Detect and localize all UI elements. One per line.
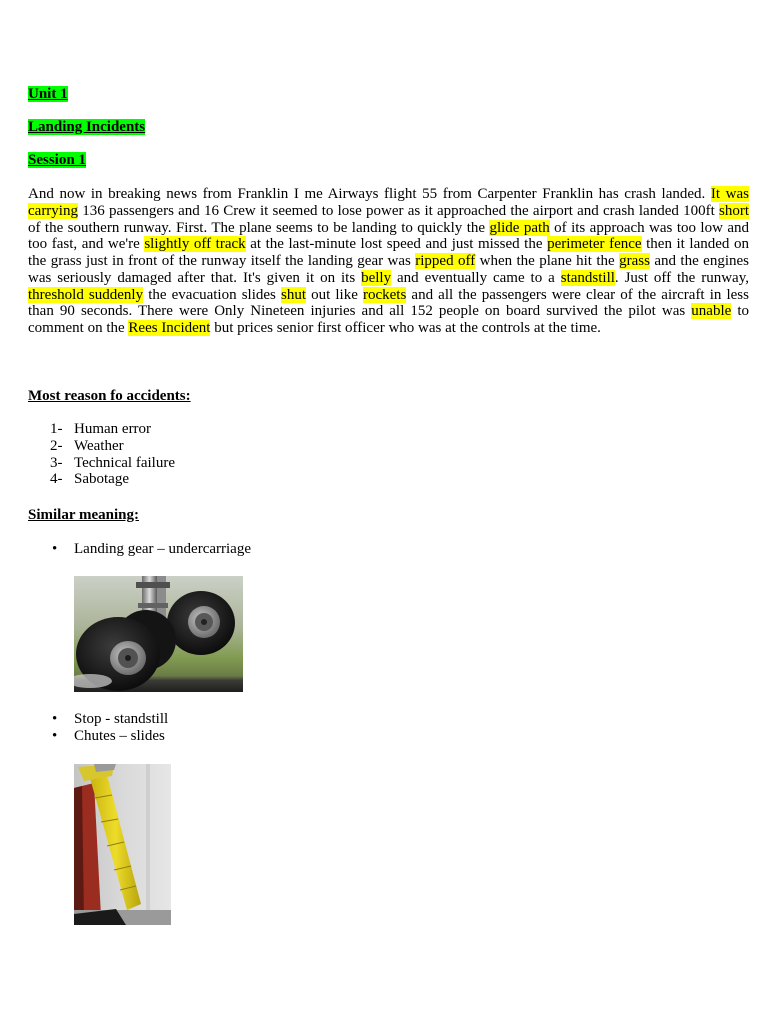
highlighted-term: glide path xyxy=(489,219,550,236)
paragraph-line xyxy=(28,303,749,320)
similar-meaning-heading-line xyxy=(28,507,139,524)
paragraph-line xyxy=(28,270,749,287)
bullet-marker: • xyxy=(52,711,58,727)
paragraph-line xyxy=(28,320,749,337)
paragraph-text: the evacuation slides xyxy=(143,286,281,303)
list-number: 4- xyxy=(50,471,63,488)
highlighted-term: Rees Incident xyxy=(128,320,211,336)
paragraph-text: then it landed on xyxy=(641,236,749,253)
paragraph-text: 136 passengers and 16 Crew it seemed to lose power as it approached the airport and crash landed 100ft xyxy=(77,202,719,219)
highlighted-term: slightly off track xyxy=(144,236,246,253)
unit-title: Unit 1 xyxy=(28,86,68,102)
bullet-marker: • xyxy=(52,541,58,557)
paragraph-line xyxy=(28,253,749,270)
paragraph-text: at the last-minute lost speed and just missed the xyxy=(245,236,548,253)
bullet-marker: • xyxy=(52,727,58,744)
highlighted-term: carrying xyxy=(28,202,78,219)
similar-meaning-heading: Similar meaning: xyxy=(28,507,139,523)
paragraph-text: and all the passengers were clear of the aircraft in less xyxy=(406,286,749,303)
paragraph-text: but prices senior first officer who was at the controls at the time. xyxy=(210,320,601,336)
list-item xyxy=(0,421,768,438)
highlighted-term: unable xyxy=(691,303,732,320)
paragraph-text: and eventually came to a xyxy=(391,269,561,286)
highlighted-term: threshold suddenly xyxy=(28,286,144,303)
accident-reasons-heading: Most reason fo accidents: xyxy=(28,388,191,404)
highlighted-term: shut xyxy=(280,286,306,303)
paragraph-text: of the southern runway. First. The plane seems to be landing to quickly the xyxy=(28,219,490,236)
paragraph-line xyxy=(28,186,749,203)
list-item-text: Chutes – slides xyxy=(74,727,165,744)
paragraph-line xyxy=(28,220,749,237)
lesson-title-line xyxy=(28,119,145,136)
lesson-title: Landing Incidents xyxy=(28,119,146,135)
highlighted-term: grass xyxy=(619,253,650,269)
news-paragraph xyxy=(28,186,749,337)
list-number: 1- xyxy=(50,421,63,437)
paragraph-line xyxy=(28,236,749,253)
session-title-line xyxy=(28,152,86,169)
paragraph-text: was seriously damaged after that. It's given it on its xyxy=(28,269,362,286)
list-item xyxy=(0,541,768,558)
paragraph-text: too fast, and we're xyxy=(28,236,145,253)
session-title: Session 1 xyxy=(28,152,86,168)
paragraph-line xyxy=(28,203,749,220)
paragraph-text: . Just off the runway, xyxy=(614,269,749,286)
list-item-text: Human error xyxy=(74,421,152,437)
highlighted-term: perimeter fence xyxy=(547,236,642,253)
paragraph-text: And now in breaking news from Franklin I me Airways flight 55 from Carpenter Franklin has crash landed. xyxy=(28,186,711,202)
paragraph-text: the grass just in front of the runway itself the landing gear was xyxy=(28,253,416,269)
paragraph-text: when the plane hit the xyxy=(475,253,620,269)
list-item-text: Landing gear – undercarriage xyxy=(74,541,251,557)
rear-tire xyxy=(167,591,235,655)
list-item-text: Sabotage xyxy=(74,471,129,488)
paragraph-text: out like xyxy=(306,286,363,303)
paragraph-text: than 90 seconds. There were Only Nineteen injuries and all 152 people on board survived the pilot was xyxy=(28,303,692,320)
paragraph-text: and the engines xyxy=(649,253,749,269)
paragraph-text: to xyxy=(731,303,749,320)
highlighted-term: It was xyxy=(710,186,749,202)
highlighted-term: short xyxy=(719,202,749,219)
highlighted-term: belly xyxy=(361,269,392,286)
paragraph-text: of its approach was too low and xyxy=(549,219,749,236)
accident-reasons-heading-line xyxy=(28,388,191,405)
list-item xyxy=(0,455,768,472)
highlighted-term: standstill xyxy=(560,269,615,286)
evacuation-slide-image xyxy=(74,764,171,925)
list-item-text: Weather xyxy=(74,437,124,454)
unit-title-line xyxy=(28,86,68,103)
highlighted-term: ripped off xyxy=(415,253,476,269)
highlighted-term: rockets xyxy=(362,286,407,303)
list-item xyxy=(0,728,768,745)
paragraph-line xyxy=(28,287,749,304)
paragraph-text: comment on the xyxy=(28,320,129,336)
list-item-text: Stop - standstill xyxy=(74,711,169,727)
list-number: 3- xyxy=(50,454,63,471)
list-item xyxy=(0,711,768,728)
list-item-text: Technical failure xyxy=(74,454,175,471)
list-item xyxy=(0,438,768,455)
list-item xyxy=(0,471,768,488)
list-number: 2- xyxy=(50,437,63,454)
landing-gear-image xyxy=(74,576,243,692)
